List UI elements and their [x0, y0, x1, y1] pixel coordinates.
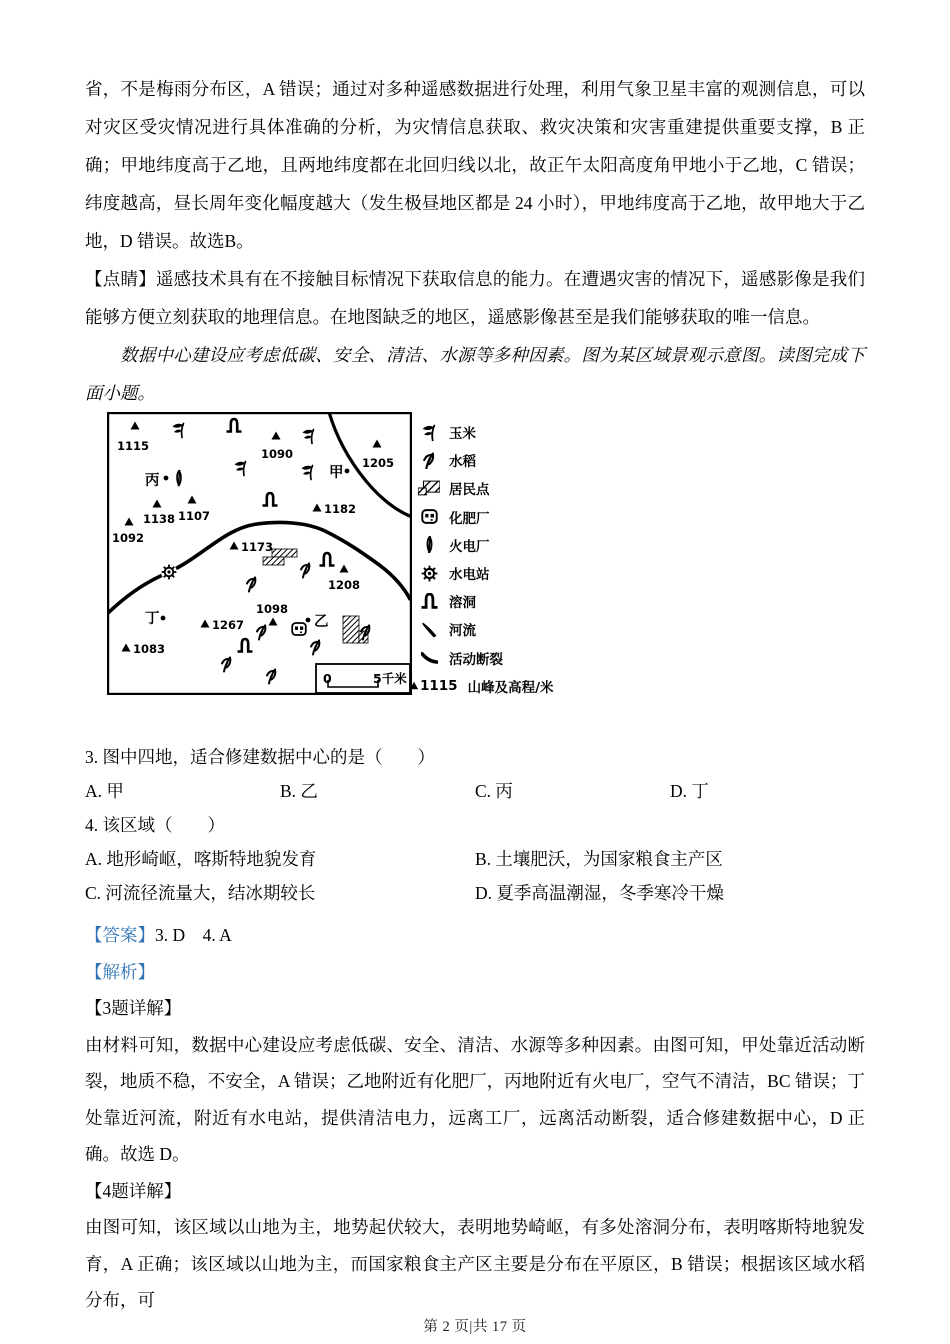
question-stem-3: 3. 图中四地，适合修建数据中心的是（ ）	[85, 747, 435, 767]
region-map-svg	[107, 412, 412, 695]
svg-text:丁: 丁	[145, 611, 160, 627]
option: C. 河流径流量大，结冰期较长	[85, 883, 316, 903]
svg-text:1115: 1115	[117, 439, 150, 453]
legend-label: 火电厂	[449, 538, 490, 555]
svg-text:丙: 丙	[145, 473, 160, 489]
legend-item-corn	[417, 418, 647, 446]
detail3-label: 【3题详解】	[85, 998, 182, 1018]
peak-icon	[408, 677, 420, 694]
settlement-icon	[417, 477, 441, 499]
legend-label: 化肥厂	[449, 510, 490, 527]
fertilizer-icon	[421, 508, 438, 525]
svg-text:1208: 1208	[328, 578, 361, 592]
detail4-label: 【4题详解】	[85, 1180, 182, 1201]
cave-icon	[417, 593, 441, 610]
fertilizer-icon	[417, 508, 441, 525]
map-scale-bar	[316, 664, 410, 693]
analysis-line	[85, 954, 865, 991]
map-figure	[85, 412, 865, 700]
legend-label: 玉米	[449, 426, 476, 443]
svg-text:1083: 1083	[133, 642, 166, 656]
questions-block	[85, 740, 865, 910]
legend-label: 水稻	[449, 454, 476, 471]
rice-icon	[421, 452, 438, 469]
svg-text:0: 0	[323, 671, 332, 686]
region-map	[107, 412, 412, 700]
detail4-text: 由图可知，该区域以山地为主，地势起伏较大，表明地势崎岖，有多处溶洞分布，表明喀斯特地貌发育，A 正确；该区域以山地为主，而国家粮食主产区主要是分布在平原区，B 错误；根据该区域水稻分布，可	[85, 1217, 865, 1310]
corn-icon	[417, 424, 441, 441]
corn-icon	[421, 424, 438, 441]
rice-icon	[417, 452, 441, 469]
page-number-footer: 第 2 页|共 17 页	[423, 1319, 527, 1335]
hydro-icon	[421, 565, 438, 582]
legend-item-peak	[408, 672, 647, 700]
svg-text:1098: 1098	[256, 602, 289, 616]
river-icon	[421, 621, 438, 638]
legend-label: 河流	[449, 623, 476, 640]
detail3-text: 由材料可知，数据中心建设应考虑低碳、安全、清洁、水源等多种因素。由图可知，甲处靠近活动断裂，地质不稳，不安全，A 错误；乙地附近有化肥厂，丙地附近有火电厂，空气不清洁，BC 错误；丁处靠近河流，附近有水电站，提供清洁电力，远离工厂，远离活动断裂，适合修建数据中心，D 正确。故选 D。	[85, 1034, 865, 1164]
legend-label: 水电站	[449, 567, 490, 584]
svg-text:1092: 1092	[112, 531, 145, 545]
option: C. 丙	[475, 781, 513, 801]
tip-text: 遥感技术具有在不接触目标情况下获取信息的能力。在遭遇灾害的情况下，遥感影像是我们能够方便立刻获取的地理信息。在地图缺乏的地区，遥感影像甚至是我们能够获取的唯一信息。	[85, 269, 866, 327]
svg-text:1182: 1182	[324, 502, 357, 516]
question-options-3	[85, 774, 865, 808]
svg-text:1090: 1090	[261, 447, 294, 461]
fault-icon	[417, 649, 441, 666]
svg-text:甲: 甲	[329, 465, 344, 481]
hydro-icon	[417, 565, 441, 582]
map-thermal-symbol	[177, 470, 181, 486]
legend-item-fault	[417, 644, 647, 672]
answer-label: 【答案】	[85, 925, 155, 945]
map-hydro-symbol	[161, 564, 177, 580]
answer-analysis-block	[85, 917, 865, 1319]
legend-label: 活动断裂	[449, 651, 503, 668]
map-legend	[417, 418, 647, 700]
legend-item-hydro	[417, 559, 647, 587]
option: A. 甲	[85, 781, 124, 801]
tip-label: 【点睛】	[85, 269, 156, 289]
option: D. 丁	[670, 781, 709, 801]
settlement-icon	[418, 477, 440, 499]
legend-item-thermal	[417, 531, 647, 559]
svg-text:乙: 乙	[314, 614, 329, 630]
option: A. 地形崎岖，喀斯特地貌发育	[85, 849, 317, 869]
analysis-label: 【解析】	[85, 961, 155, 982]
svg-text:1267: 1267	[212, 618, 245, 632]
legend-item-river	[417, 615, 647, 643]
answer-line	[85, 917, 865, 954]
peak-icon	[408, 677, 420, 694]
question-stem-paragraph: 数据中心建设应考虑低碳、安全、清洁、水源等多种因素。图为某区域景观示意图。读图完成下面小题。	[85, 345, 865, 403]
svg-text:1138: 1138	[143, 512, 176, 526]
thermal-icon	[421, 536, 438, 553]
river-icon	[417, 621, 441, 638]
map-fertilizer-symbol	[292, 623, 306, 635]
explanation-paragraph-continued: 省，不是梅雨分布区，A 错误；通过对多种遥感数据进行处理，利用气象卫星丰富的观测信息，可以对灾区受灾情况进行具体准确的分析，为灾情信息获取、救灾决策和灾害重建提供重要支撑，B 正确；甲地纬度高于乙地，且两地纬度都在北回归线以北，故正午太阳高度角甲地小于乙地，C 错误；纬度越高，昼长周年变化幅度越大（发生极昼地区都是 24 小时），甲地纬度高于乙地，故甲地大于乙地，D 错误。故选B。	[85, 79, 865, 251]
answer-value: 3. D 4. A	[155, 925, 232, 945]
svg-text:5千米: 5千米	[373, 671, 407, 686]
legend-label: 溶洞	[449, 595, 476, 612]
question-options-4	[85, 842, 865, 910]
legend-label: 山峰及高程/米	[467, 679, 554, 696]
legend-item-cave	[417, 587, 647, 615]
legend-item-settlement	[417, 474, 647, 502]
page-content	[85, 70, 865, 1319]
svg-text:1173: 1173	[241, 540, 274, 554]
option: D. 夏季高温潮湿，冬季寒冷干燥	[475, 883, 724, 903]
legend-peak-elevation: 1115	[420, 677, 458, 694]
question-stem-4: 4. 该区域（ ）	[85, 815, 225, 835]
option: B. 乙	[280, 781, 318, 801]
svg-text:1107: 1107	[178, 509, 211, 523]
fault-icon	[421, 649, 438, 666]
cave-icon	[421, 593, 438, 610]
legend-item-fertilizer	[417, 503, 647, 531]
legend-item-rice	[417, 446, 647, 474]
svg-text:1205: 1205	[362, 456, 395, 470]
thermal-icon	[417, 536, 441, 553]
legend-label: 居民点	[449, 482, 490, 499]
option: B. 土壤肥沃，为国家粮食主产区	[475, 849, 723, 869]
tip-paragraph	[85, 260, 865, 336]
